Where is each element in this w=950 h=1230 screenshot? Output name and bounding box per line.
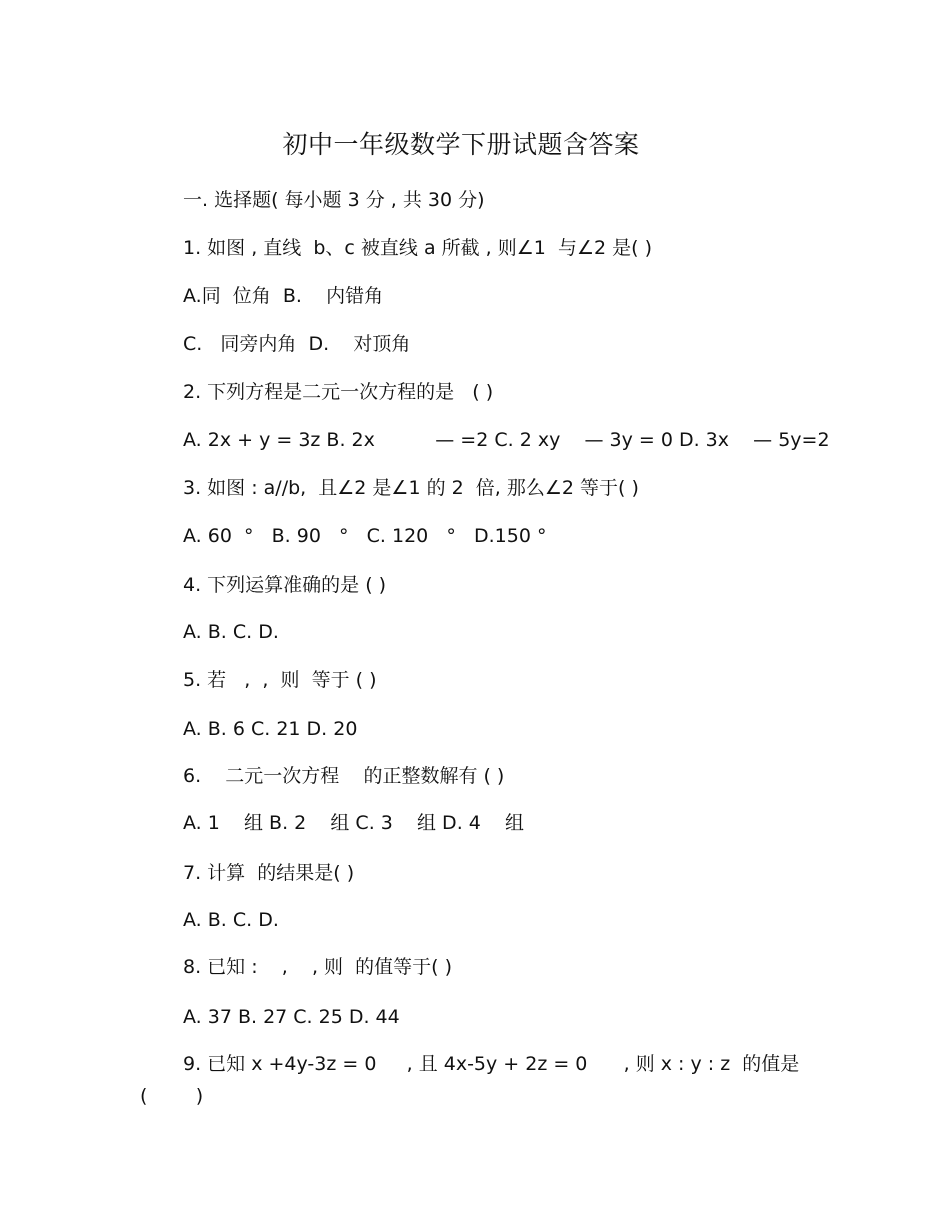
question-8: 8. 已知 : , , 则 的值等于( ) — [183, 956, 452, 978]
question-5-options: A. B. 6 C. 21 D. 20 — [183, 718, 358, 740]
question-2-options: A. 2x + y = 3z B. 2x — =2 C. 2 xy — 3y = 0 D. 3x — 5y=2 — [183, 429, 830, 451]
question-4: 4. 下列运算准确的是 ( ) — [183, 574, 387, 596]
question-5: 5. 若 , , 则 等于 ( ) — [183, 669, 377, 691]
question-2: 2. 下列方程是二元一次方程的是 ( ) — [183, 381, 494, 403]
section-heading: 一. 选择题( 每小题 3 分 , 共 30 分) — [183, 189, 485, 211]
question-1: 1. 如图 , 直线 b、c 被直线 a 所截 , 则∠1 与∠2 是( ) — [183, 237, 652, 259]
question-1-options-ab: A.同 位角 B. 内错角 — [183, 285, 384, 307]
question-7: 7. 计算 的结果是( ) — [183, 862, 355, 884]
question-4-options: A. B. C. D. — [183, 621, 279, 643]
question-3-options: A. 60 ° B. 90 ° C. 120 ° D.150 ° — [183, 525, 547, 547]
question-3: 3. 如图 : a//b, 且∠2 是∠1 的 2 倍, 那么∠2 等于( ) — [183, 477, 639, 499]
question-6-options: A. 1 组 B. 2 组 C. 3 组 D. 4 组 — [183, 812, 525, 834]
question-1-options-cd: C. 同旁内角 D. 对顶角 — [183, 333, 411, 355]
question-6: 6. 二元一次方程 的正整数解有 ( ) — [183, 765, 505, 787]
question-9-answer-blank: ( ) — [140, 1085, 204, 1107]
question-9: 9. 已知 x +4y-3z = 0 , 且 4x-5y + 2z = 0 , 则 x : y : z 的值是 — [183, 1053, 800, 1075]
document-title: 初中一年级数学下册试题含答案 — [282, 130, 640, 159]
question-8-options: A. 37 B. 27 C. 25 D. 44 — [183, 1006, 400, 1028]
question-7-options: A. B. C. D. — [183, 909, 279, 931]
